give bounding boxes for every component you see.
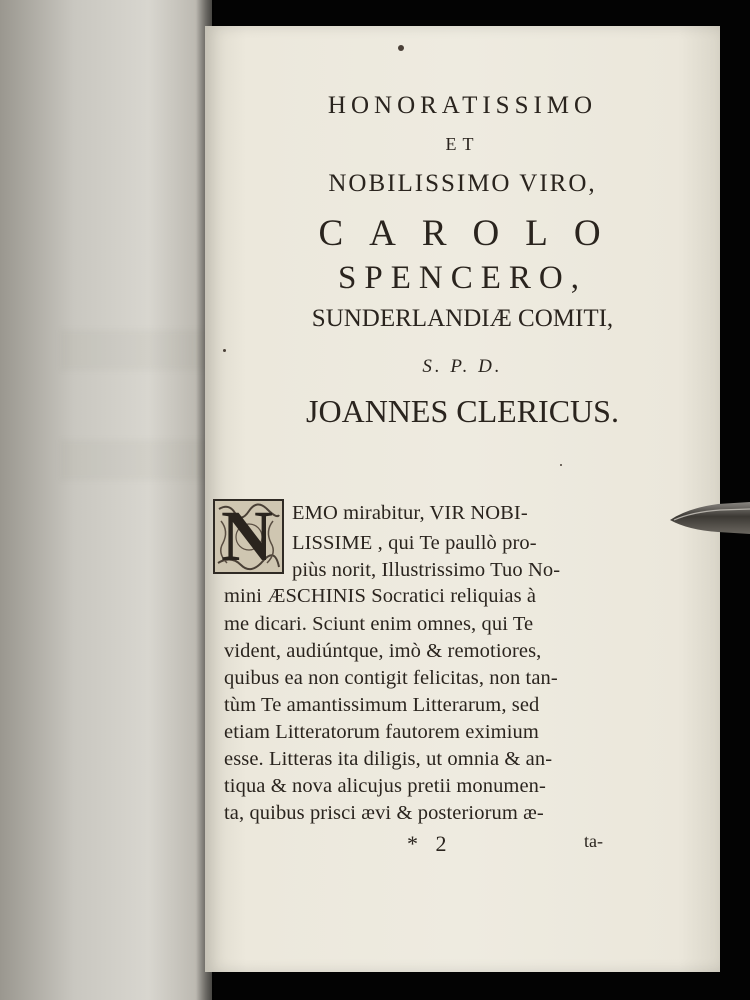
- paper-speck: [223, 349, 226, 352]
- body-line: quibus ea non contigit felicitas, non tan-: [224, 667, 558, 689]
- body-line: esse. Litteras ita diligis, ut omnia & an-: [224, 748, 553, 770]
- page-clip-icon: [668, 498, 750, 538]
- body-line: etiam Litteratorum fautorem eximium: [224, 721, 539, 743]
- left-page: [0, 0, 212, 1000]
- body-line: tùm Te amantissimum Litterarum, sed: [224, 694, 540, 716]
- body-line: vident, audiúntque, imò & remotiores,: [224, 640, 542, 662]
- left-page-bleed: [60, 330, 210, 370]
- signature-mark: * 2: [407, 831, 453, 856]
- dedication-line-3: NOBILISSIMO VIRO,: [328, 170, 597, 197]
- paper-speck: [560, 464, 562, 466]
- dedication-line-4: CAROLO: [318, 213, 627, 254]
- body-line: EMO mirabitur, VIR NOBI-: [292, 502, 528, 524]
- left-page-bleed: [60, 440, 210, 480]
- dedication-line-1: HONORATISSIMO: [327, 92, 598, 119]
- body-line: LISSIME , qui Te paullò pro-: [292, 532, 537, 554]
- author-name: JOANNES CLERICUS.: [306, 393, 619, 429]
- body-line: mini ÆSCHINIS Socratici reliquias à: [224, 585, 537, 607]
- decorated-initial-n: [213, 499, 284, 574]
- decorated-initial-letter: N: [221, 499, 273, 574]
- dedication-line-5: SPENCERO,: [338, 260, 587, 296]
- body-line: piùs norit, Illustrissimo Tuo No-: [292, 559, 561, 581]
- body-line: me dicari. Sciunt enim omnes, qui Te: [224, 613, 534, 635]
- paper-speck: [398, 45, 404, 51]
- dedication-line-6: SUNDERLANDIÆ COMITI,: [311, 305, 614, 332]
- dedication-line-7: S. P. D.: [422, 356, 503, 377]
- body-line: ta, quibus prisci ævi & posteriorum æ-: [224, 802, 544, 824]
- dedication-line-2: ET: [445, 134, 480, 154]
- catchword: ta-: [584, 831, 603, 851]
- body-line: tiqua & nova alicujus pretii monumen-: [224, 775, 546, 797]
